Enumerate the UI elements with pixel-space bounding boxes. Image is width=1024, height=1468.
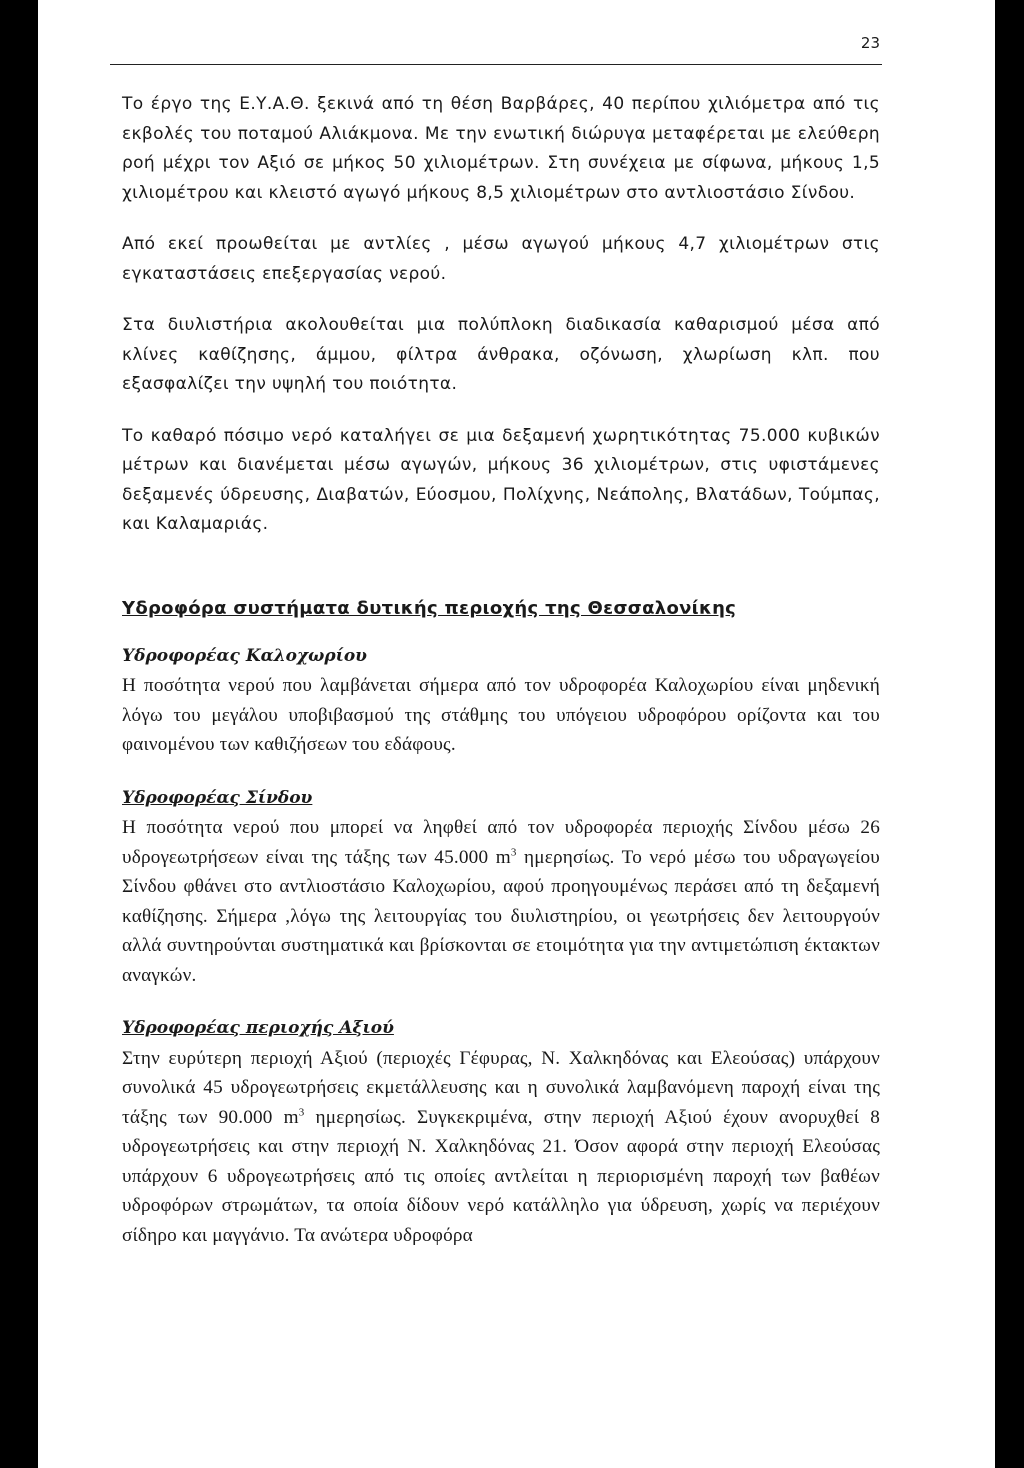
subheading-kalochori: Υδροφορέας Καλοχωρίου <box>122 645 367 666</box>
subheading-sindos: Υδροφορέας Σίνδου <box>122 787 313 808</box>
text-segment: Στην ευρύτερη περιοχή Αξιού (περιοχές Γέφυρας, Ν. Χαλκηδόνας και Ελεούσας) υπάρχουν συνολικά 45 υδρογεωτρήσεις εκμετάλλευσης και η συνολικά λαμβανόμενη παροχή είναι της τάξης των 90.000 m <box>122 1047 880 1128</box>
superscript: 3 <box>510 846 517 859</box>
page-number: 23 <box>860 34 880 52</box>
paragraph-distribution: Το καθαρό πόσιμο νερό καταλήγει σε μια δεξαμενή χωρητικότητας 75.000 κυβικών μέτρων και διανέμεται μέσω αγωγών, μήκους 36 χιλιομέτρων, στις υφιστάμενες δεξαμενές ύδρευσης, Διαβατών, Εύοσμου, Πολίχνης, Νεάπολης, Βλατάδων, Τούμπας, και Καλαμαριάς. <box>122 425 880 534</box>
header-rule <box>110 64 882 65</box>
document-body <box>122 90 880 1250</box>
paragraph-project-route: Το έργο της Ε.Υ.Α.Θ. ξεκινά από τη θέση Βαρβάρες, 40 περίπου χιλιόμετρα από τις εκβολές του ποταμού Αλιάκμονα. Με την ενωτική διώρυγα μεταφέρεται με ελεύθερη ροή μέχρι τον Αξιό σε μήκος 50 χιλιομέτρων. Στη συνέχεια με σίφωνα, μήκους 1,5 χιλιομέτρου και κλειστό αγωγό μήκους 8,5 χιλιομέτρων στο αντλιοστάσιο Σίνδου. <box>122 94 880 203</box>
paragraph-axios <box>122 1044 880 1251</box>
paragraph-pumping: Από εκεί προωθείται με αντλίες , μέσω αγωγού μήκους 4,7 χιλιομέτρων στις εγκαταστάσεις επεξεργασίας νερού. <box>122 234 880 284</box>
superscript: 3 <box>298 1106 305 1119</box>
section-heading: Υδροφόρα συστήματα δυτικής περιοχής της Θεσσαλονίκης <box>122 597 737 619</box>
text-segment: Η ποσότητα νερού που μπορεί να ληφθεί από τον υδροφορέα περιοχής Σίνδου μέσω 26 υδρογεωτρήσεων είναι της τάξης των 45.000 m <box>122 817 880 868</box>
paragraph-sindos <box>122 813 880 990</box>
text-segment: ημερησίως. Συγκεκριμένα, στην περιοχή Αξιού έχουν ανορυχθεί 8 υδρογεωτρήσεις και στην περιοχή Ν. Χαλκηδόνας 21. Όσον αφορά στην περιοχή Ελεούσας υπάρχουν 6 υδρογεωτρήσεις από τις οποίες αντλείται η περιορισμένη παροχή των βαθέων υδροφόρων στρωμάτων, τα οποία δίδουν νερό κατάλληλο για ύδρευση, χωρίς να περιέχουν σίδηρο και μαγγάνιο. Τα ανώτερα υδροφόρα <box>122 1106 880 1246</box>
text-segment: ημερησίως. Το νερό μέσω του υδραγωγείου Σίνδου φθάνει στο αντλιοστάσιο Καλοχωρίου, αφού προηγουμένως περάσει από τη δεξαμενή καθίζησης. Σήμερα ,λόγω της λειτουργίας του διυλιστηρίου, οι γεωτρήσεις δεν λειτουργούν αλλά συντηρούνται συστηματικά και βρίσκονται σε ετοιμότητα για την αντιμετώπιση έκτακτων αναγκών. <box>122 846 880 986</box>
paragraph-treatment: Στα διυλιστήρια ακολουθείται μια πολύπλοκη διαδικασία καθαρισμού μέσα από κλίνες καθίζησης, άμμου, φίλτρα άνθρακα, οζόνωση, χλωρίωση κλπ. που εξασφαλίζει την υψηλή του ποιότητα. <box>122 315 880 394</box>
paragraph-kalochori: Η ποσότητα νερού που λαμβάνεται σήμερα από τον υδροφορέα Καλοχωρίου είναι μηδενική λόγω του μεγάλου υποβιβασμού της στάθμης του υπόγειου υδροφόρου ορίζοντα και του φαινομένου των καθιζήσεων του εδάφους. <box>122 675 880 755</box>
subheading-axios: Υδροφορέας περιοχής Αξιού <box>122 1018 394 1038</box>
